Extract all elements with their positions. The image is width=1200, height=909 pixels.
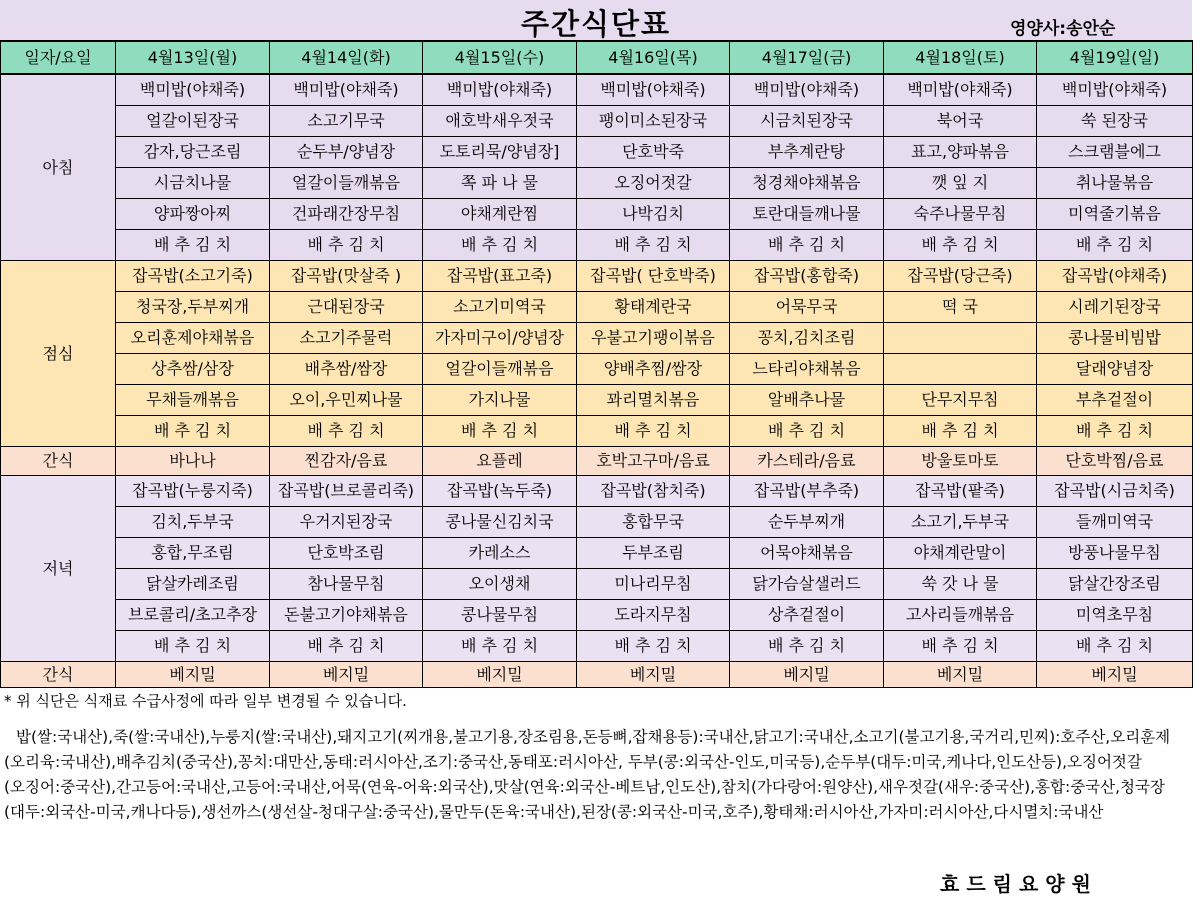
menu-cell: 백미밥(야채죽) (423, 74, 577, 106)
menu-cell: 배 추 김 치 (730, 230, 884, 261)
menu-cell: 우불고기팽이볶음 (577, 323, 730, 354)
menu-cell: 가자미구이/양념장 (423, 323, 577, 354)
menu-cell: 팽이미소된장국 (577, 106, 730, 137)
menu-cell: 가지나물 (423, 385, 577, 416)
menu-cell: 감자,당근조림 (116, 137, 270, 168)
menu-cell: 들깨미역국 (1037, 507, 1193, 538)
menu-cell: 쑥 된장국 (1037, 106, 1193, 137)
menu-cell: 무채들깨볶음 (116, 385, 270, 416)
menu-cell: 배 추 김 치 (423, 416, 577, 447)
menu-cell: 요플레 (423, 447, 577, 476)
menu-cell: 취나물볶음 (1037, 168, 1193, 199)
menu-cell: 어묵무국 (730, 292, 884, 323)
menu-cell: 홍합,무조림 (116, 538, 270, 569)
menu-cell: 잡곡밥(누룽지죽) (116, 476, 270, 507)
menu-cell: 배 추 김 치 (116, 230, 270, 261)
menu-cell: 돈불고기야채볶음 (270, 600, 423, 631)
menu-cell: 잡곡밥(시금치죽) (1037, 476, 1193, 507)
menu-cell: 잡곡밥(표고죽) (423, 261, 577, 292)
menu-cell: 순두부/양념장 (270, 137, 423, 168)
menu-cell: 백미밥(야채죽) (1037, 74, 1193, 106)
menu-cell: 잡곡밥( 단호박죽) (577, 261, 730, 292)
menu-cell: 얼갈이들깨볶음 (270, 168, 423, 199)
menu-cell: 브로콜리/초고추장 (116, 600, 270, 631)
menu-cell: 참나물무침 (270, 569, 423, 600)
menu-cell: 베지밀 (884, 662, 1037, 688)
header-cell: 4월19일(일) (1037, 41, 1193, 74)
menu-cell: 백미밥(야채죽) (116, 74, 270, 106)
menu-cell: 콩나물신김치국 (423, 507, 577, 538)
breakfast-row (1, 199, 1193, 230)
menu-cell: 카레소스 (423, 538, 577, 569)
menu-cell: 야채계란말이 (884, 538, 1037, 569)
menu-cell: 두부조림 (577, 538, 730, 569)
menu-cell: 배 추 김 치 (270, 416, 423, 447)
header-row (1, 41, 1193, 74)
menu-cell: 닭살카레조림 (116, 569, 270, 600)
menu-cell: 잡곡밥(부추죽) (730, 476, 884, 507)
snack2-row (1, 662, 1193, 688)
menu-cell: 김치,두부국 (116, 507, 270, 538)
menu-cell: 배 추 김 치 (116, 631, 270, 662)
menu-cell: 부추계란탕 (730, 137, 884, 168)
menu-cell (884, 323, 1037, 354)
menu-cell: 홍합무국 (577, 507, 730, 538)
dinner-row (1, 507, 1193, 538)
breakfast-row (1, 74, 1193, 106)
menu-cell: 잡곡밥(당근죽) (884, 261, 1037, 292)
menu-cell: 느타리야채볶음 (730, 354, 884, 385)
menu-cell: 배 추 김 치 (730, 416, 884, 447)
menu-cell: 쑥 갓 나 물 (884, 569, 1037, 600)
menu-cell: 잡곡밥(홍합죽) (730, 261, 884, 292)
menu-cell: 베지밀 (730, 662, 884, 688)
menu-cell: 잡곡밥(야채죽) (1037, 261, 1193, 292)
menu-cell: 양배추찜/쌈장 (577, 354, 730, 385)
menu-cell: 애호박새우젓국 (423, 106, 577, 137)
menu-cell: 배추쌈/쌈장 (270, 354, 423, 385)
lunch-row (1, 292, 1193, 323)
menu-cell: 건파래간장무침 (270, 199, 423, 230)
menu-cell: 달래양념장 (1037, 354, 1193, 385)
menu-cell: 배 추 김 치 (577, 230, 730, 261)
menu-cell: 순두부찌개 (730, 507, 884, 538)
menu-cell: 잡곡밥(소고기죽) (116, 261, 270, 292)
menu-cell: 배 추 김 치 (730, 631, 884, 662)
dietitian-label: 영양사:송안순 (1010, 19, 1116, 39)
menu-cell: 닭살간장조림 (1037, 569, 1193, 600)
facility-name: 효드림요양원 (940, 872, 1098, 896)
menu-cell: 도토리묵/양념장] (423, 137, 577, 168)
menu-cell: 시금치된장국 (730, 106, 884, 137)
header-cell: 4월14일(화) (270, 41, 423, 74)
menu-cell: 어묵야채볶음 (730, 538, 884, 569)
menu-cell: 꽁치,김치조림 (730, 323, 884, 354)
dinner-row (1, 538, 1193, 569)
menu-cell: 청국장,두부찌개 (116, 292, 270, 323)
menu-cell: 콩나물비빔밥 (1037, 323, 1193, 354)
lunch-row (1, 354, 1193, 385)
menu-cell: 베지밀 (1037, 662, 1193, 688)
breakfast-row (1, 137, 1193, 168)
menu-cell: 백미밥(야채죽) (884, 74, 1037, 106)
menu-cell: 양파짱아찌 (116, 199, 270, 230)
menu-cell: 오징어젓갈 (577, 168, 730, 199)
lunch-row (1, 261, 1193, 292)
lunch-row (1, 323, 1193, 354)
menu-cell: 쪽 파 나 물 (423, 168, 577, 199)
breakfast-row (1, 106, 1193, 137)
menu-cell: 스크램블에그 (1037, 137, 1193, 168)
snack2-label: 간식 (1, 662, 116, 688)
snack-label: 간식 (1, 447, 116, 476)
menu-cell: 배 추 김 치 (116, 416, 270, 447)
menu-cell: 콩나물무침 (423, 600, 577, 631)
dinner-row (1, 476, 1193, 507)
lunch-row (1, 385, 1193, 416)
origin-info: 밥(쌀:국내산),죽(쌀:국내산),누룽지(쌀:국내산),돼지고기(찌개용,불고기용,장조림용,돈등뼈,잡채용등):국내산,닭고기:국내산,소고기(불고기용,국거리,민찌):호주산,오리훈제(오리육:국내산),배추김치(중국산),꽁치:대만산,동태:러시아산,조기:중국산,동태포:러시아산, 두부(콩:외국산-인도,미국등),순두부(대두:미국,케나다,인도산등),오징어젓갈(오징어:중국산),간고등어:국내산,고등어:국내산,어묵(연육-어육:외국산),맛살(연육:외국산-베트남,인도산),참치(가다랑어:원양산),새우젓갈(새우:중국산),홍합:중국산,청국장(대두:외국산-미국,캐나다등),생선까스(생선살-청대구살:중국산),물만두(돈육:국내산),된장(콩:외국산-미국,호주),황태채:러시아산,가자미:러시아산,다시멸치:국내산 (4, 728, 1171, 821)
menu-cell: 단호박조림 (270, 538, 423, 569)
menu-cell: 오이,우민찌나물 (270, 385, 423, 416)
menu-cell: 소고기무국 (270, 106, 423, 137)
menu-cell: 숙주나물무침 (884, 199, 1037, 230)
menu-cell (884, 354, 1037, 385)
menu-cell: 시금치나물 (116, 168, 270, 199)
menu-cell: 백미밥(야채죽) (730, 74, 884, 106)
menu-cell: 우거지된장국 (270, 507, 423, 538)
menu-cell: 단무지무침 (884, 385, 1037, 416)
menu-cell: 고사리들깨볶음 (884, 600, 1037, 631)
header-cell: 4월13일(월) (116, 41, 270, 74)
menu-cell: 표고,양파볶음 (884, 137, 1037, 168)
menu-cell: 나박김치 (577, 199, 730, 230)
lunch-label: 점심 (1, 261, 116, 447)
page-title: 주간식단표 (520, 7, 672, 41)
breakfast-row (1, 168, 1193, 199)
dinner-row (1, 631, 1193, 662)
menu-cell: 배 추 김 치 (270, 631, 423, 662)
menu-cell: 배 추 김 치 (577, 416, 730, 447)
breakfast-label: 아침 (1, 74, 116, 261)
menu-cell: 오이생채 (423, 569, 577, 600)
lunch-row (1, 416, 1193, 447)
menu-cell: 소고기주물럭 (270, 323, 423, 354)
snack-row (1, 447, 1193, 476)
menu-cell: 근대된장국 (270, 292, 423, 323)
menu-cell: 미나리무침 (577, 569, 730, 600)
dinner-row (1, 600, 1193, 631)
menu-cell: 잡곡밥(녹두죽) (423, 476, 577, 507)
menu-cell: 오리훈제야채볶음 (116, 323, 270, 354)
menu-cell: 방풍나물무침 (1037, 538, 1193, 569)
menu-cell: 배 추 김 치 (423, 631, 577, 662)
menu-cell: 배 추 김 치 (577, 631, 730, 662)
menu-cell: 닭가슴살샐러드 (730, 569, 884, 600)
header-cell: 4월18일(토) (884, 41, 1037, 74)
menu-cell: 단호박찜/음료 (1037, 447, 1193, 476)
menu-cell: 배 추 김 치 (884, 416, 1037, 447)
menu-cell: 바나나 (116, 447, 270, 476)
menu-cell: 배 추 김 치 (1037, 416, 1193, 447)
menu-cell: 잡곡밥(맛살죽 ) (270, 261, 423, 292)
menu-cell: 북어국 (884, 106, 1037, 137)
menu-cell: 잡곡밥(참치죽) (577, 476, 730, 507)
menu-cell: 청경채야채볶음 (730, 168, 884, 199)
weekly-menu-table (0, 40, 1193, 688)
menu-cell: 미역초무침 (1037, 600, 1193, 631)
menu-cell: 배 추 김 치 (270, 230, 423, 261)
menu-cell: 부추겉절이 (1037, 385, 1193, 416)
menu-cell: 단호박죽 (577, 137, 730, 168)
menu-cell: 백미밥(야채죽) (270, 74, 423, 106)
menu-cell: 도라지무침 (577, 600, 730, 631)
menu-cell: 토란대들깨나물 (730, 199, 884, 230)
dinner-label: 저녁 (1, 476, 116, 662)
menu-cell: 베지밀 (270, 662, 423, 688)
menu-cell: 얼갈이들깨볶음 (423, 354, 577, 385)
menu-cell: 상추겉절이 (730, 600, 884, 631)
menu-cell: 백미밥(야채죽) (577, 74, 730, 106)
header-cell: 일자/요일 (1, 41, 116, 74)
change-notice: * 위 식단은 식재료 수급사정에 따라 일부 변경될 수 있습니다. (4, 692, 407, 710)
menu-cell: 잡곡밥(브로콜리죽) (270, 476, 423, 507)
menu-cell: 얼갈이된장국 (116, 106, 270, 137)
menu-cell: 소고기,두부국 (884, 507, 1037, 538)
menu-cell: 알배추나물 (730, 385, 884, 416)
menu-cell: 깻 잎 지 (884, 168, 1037, 199)
menu-cell: 야채계란찜 (423, 199, 577, 230)
menu-cell: 베지밀 (116, 662, 270, 688)
menu-cell: 시레기된장국 (1037, 292, 1193, 323)
menu-cell: 잡곡밥(팥죽) (884, 476, 1037, 507)
menu-cell: 배 추 김 치 (884, 230, 1037, 261)
header-cell: 4월16일(목) (577, 41, 730, 74)
menu-cell: 미역줄기볶음 (1037, 199, 1193, 230)
menu-cell: 배 추 김 치 (1037, 230, 1193, 261)
menu-cell: 베지밀 (423, 662, 577, 688)
menu-cell: 찐감자/음료 (270, 447, 423, 476)
menu-cell: 꽈리멸치볶음 (577, 385, 730, 416)
menu-cell: 배 추 김 치 (1037, 631, 1193, 662)
menu-cell: 황태계란국 (577, 292, 730, 323)
menu-cell: 베지밀 (577, 662, 730, 688)
menu-cell: 호박고구마/음료 (577, 447, 730, 476)
menu-cell: 카스테라/음료 (730, 447, 884, 476)
dinner-row (1, 569, 1193, 600)
menu-cell: 소고기미역국 (423, 292, 577, 323)
menu-cell: 배 추 김 치 (423, 230, 577, 261)
menu-cell: 떡 국 (884, 292, 1037, 323)
header-cell: 4월15일(수) (423, 41, 577, 74)
menu-cell: 방울토마토 (884, 447, 1037, 476)
menu-cell: 배 추 김 치 (884, 631, 1037, 662)
header-cell: 4월17일(금) (730, 41, 884, 74)
menu-cell: 상추쌈/삼장 (116, 354, 270, 385)
breakfast-row (1, 230, 1193, 261)
